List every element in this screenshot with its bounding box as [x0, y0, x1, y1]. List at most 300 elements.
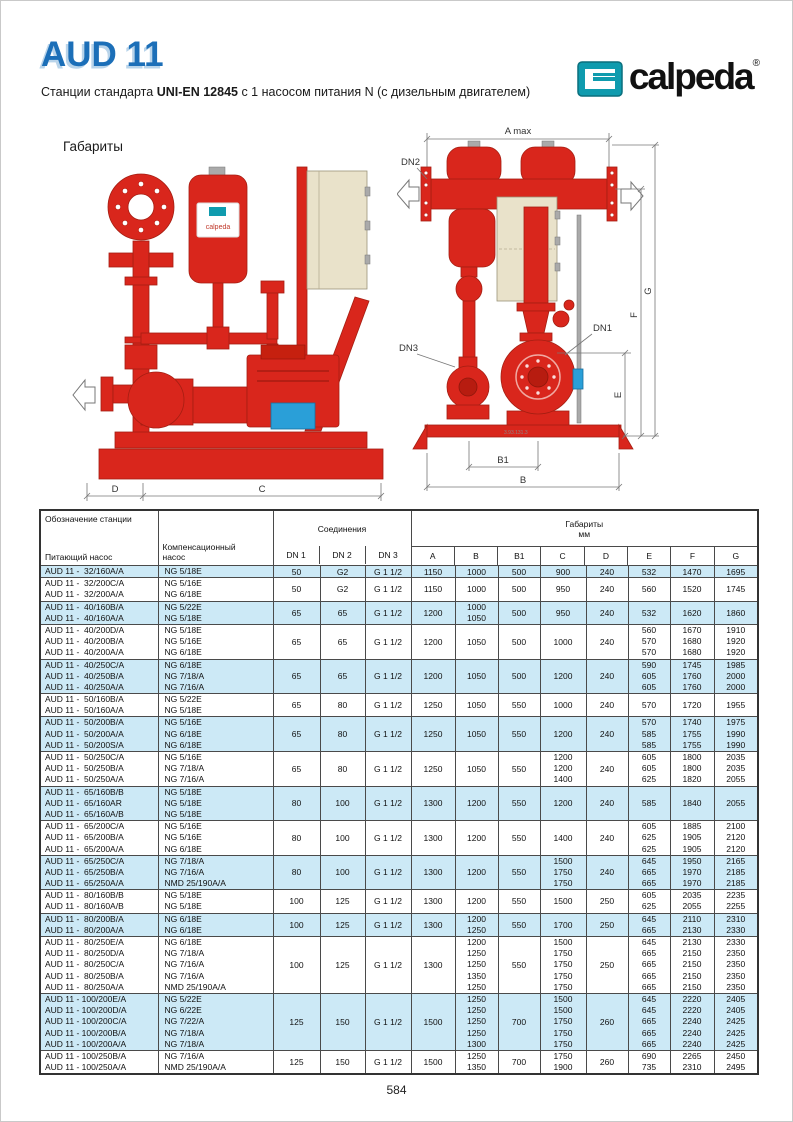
- value-cell-e: 532: [628, 601, 670, 624]
- value-cell-c: 1000: [540, 624, 586, 659]
- value-cell-dn3: G 1 1/2: [365, 624, 411, 659]
- value-cell-dn2: 100: [320, 855, 365, 890]
- value-cell-b1: 500: [498, 566, 540, 578]
- value-cell-b1: 500: [498, 659, 540, 694]
- value-cell-dn3: G 1 1/2: [365, 913, 411, 936]
- value-cell-g: 1910 1920 1920: [714, 624, 758, 659]
- value-cell-d: 240: [586, 694, 628, 717]
- value-cell-f: 2220 2220 2240 2240 2240: [670, 993, 714, 1050]
- header-station-bottom: Питающий насос: [45, 552, 113, 562]
- table-row: [40, 890, 758, 913]
- value-cell-d: 240: [586, 717, 628, 752]
- side-view-drawing: [71, 149, 396, 512]
- spec-table: [39, 509, 759, 1075]
- value-cell-g: 2405 2405 2425 2425 2425: [714, 993, 758, 1050]
- pump-cell: NG 5/18E NG 5/16E NG 6/18E: [158, 624, 273, 659]
- value-cell-f: 1620: [670, 601, 714, 624]
- station-cell: AUD 11 - 80/250E/A AUD 11 - 80/250D/A AUD 11 - 80/250C/A AUD 11 - 80/250B/A AUD 11 - 80/250A/A: [40, 937, 158, 994]
- value-cell-b1: 550: [498, 913, 540, 936]
- dimensions-section-label: Габариты: [63, 139, 123, 154]
- brand-logo: [577, 57, 760, 102]
- dim-label-d: D: [111, 484, 119, 495]
- dn1-label: DN1: [593, 323, 613, 334]
- header-dim-c: C: [540, 547, 583, 565]
- header-jockey-pump: Компенсационный насос: [158, 510, 273, 566]
- header-dim-b1: B1: [497, 547, 540, 565]
- pump-cell: NG 7/16/A NMD 25/190A/A: [158, 1050, 273, 1074]
- value-cell-g: 2235 2255: [714, 890, 758, 913]
- value-cell-b: 1200: [455, 786, 498, 821]
- drawing-ref-code: 3.93.131.3: [504, 430, 528, 436]
- value-cell-f: 1885 1905 1905: [670, 821, 714, 856]
- value-cell-dn1: 80: [273, 821, 320, 856]
- table-row: [40, 717, 758, 752]
- relief-valve: [553, 311, 569, 327]
- pump-cell: NG 6/18E NG 6/18E: [158, 913, 273, 936]
- value-cell-e: 645 665: [628, 913, 670, 936]
- value-cell-f: 1740 1755 1755: [670, 717, 714, 752]
- value-cell-dn1: 65: [273, 752, 320, 787]
- flow-arrow-right: [621, 182, 643, 210]
- station-cell: AUD 11 - 65/200C/A AUD 11 - 65/200B/A AUD 11 - 65/200A/A: [40, 821, 158, 856]
- value-cell-a: 1200: [411, 659, 455, 694]
- value-cell-e: 605 625: [628, 890, 670, 913]
- station-cell: AUD 11 - 50/160B/A AUD 11 - 50/160A/A: [40, 694, 158, 717]
- dim-label-e: E: [613, 391, 624, 399]
- riser-valve: [125, 345, 157, 369]
- right-riser: [267, 291, 278, 339]
- gauge: [564, 300, 574, 310]
- value-cell-dn2: 80: [320, 717, 365, 752]
- value-cell-f: 2265 2310: [670, 1050, 714, 1074]
- value-cell-dn1: 65: [273, 624, 320, 659]
- flow-arrow-left: [73, 380, 95, 410]
- station-cell: AUD 11 - 80/200B/A AUD 11 - 80/200A/A: [40, 913, 158, 936]
- value-cell-b: 1200 1250 1250 1350 1250: [455, 937, 498, 994]
- value-cell-f: 1670 1680 1680: [670, 624, 714, 659]
- value-cell-b: 1050: [455, 694, 498, 717]
- value-cell-dn2: 65: [320, 601, 365, 624]
- page-number: 584: [386, 1083, 407, 1097]
- table-row: [40, 937, 758, 994]
- value-cell-b1: 700: [498, 1050, 540, 1074]
- pump-cell: NG 5/22E NG 5/18E: [158, 601, 273, 624]
- value-cell-c: 1500 1750 1750: [540, 855, 586, 890]
- jockey-pump-base: [447, 405, 489, 419]
- value-cell-b: 1050: [455, 717, 498, 752]
- value-cell-e: 570 585 585: [628, 717, 670, 752]
- value-cell-f: 1720: [670, 694, 714, 717]
- value-cell-b1: 550: [498, 694, 540, 717]
- value-cell-dn1: 100: [273, 937, 320, 994]
- registered-mark: ®: [752, 58, 760, 69]
- dim-label-g: G: [643, 287, 654, 295]
- pump-cell: NG 5/18E NG 5/18E: [158, 890, 273, 913]
- battery: [271, 403, 315, 429]
- value-cell-c: 900: [540, 566, 586, 578]
- value-cell-dn2: 65: [320, 659, 365, 694]
- station-cell: AUD 11 - 100/250B/A AUD 11 - 100/250A/A: [40, 1050, 158, 1074]
- value-cell-dn3: G 1 1/2: [365, 578, 411, 601]
- base-foot-left: [413, 425, 427, 449]
- value-cell-a: 1500: [411, 1050, 455, 1074]
- brand-name: calpeda: [628, 56, 753, 97]
- header-dn1: DN 1: [286, 550, 306, 560]
- flow-arrow-left: [397, 180, 419, 208]
- station-cell: AUD 11 - 50/200B/A AUD 11 - 50/200A/A AUD 11 - 50/200S/A: [40, 717, 158, 752]
- table-row: [40, 624, 758, 659]
- value-cell-a: 1250: [411, 752, 455, 787]
- value-cell-f: 2035 2055: [670, 890, 714, 913]
- value-cell-dn1: 65: [273, 601, 320, 624]
- value-cell-d: 240: [586, 752, 628, 787]
- table-row: [40, 855, 758, 890]
- pump-cell: NG 7/18/A NG 7/16/A NMD 25/190A/A: [158, 855, 273, 890]
- value-cell-g: 2055: [714, 786, 758, 821]
- value-cell-dn2: 80: [320, 694, 365, 717]
- value-cell-e: 645 645 665 665 665: [628, 993, 670, 1050]
- dim-label-b1: B1: [497, 455, 509, 466]
- tee-fitting: [207, 327, 229, 349]
- header-station-top: Обозначение станции: [45, 514, 132, 524]
- header-dim-d: D: [584, 547, 627, 565]
- value-cell-a: 1250: [411, 717, 455, 752]
- value-cell-b1: 500: [498, 578, 540, 601]
- value-cell-e: 560: [628, 578, 670, 601]
- dn2-label: DN2: [401, 157, 421, 168]
- value-cell-dn2: 125: [320, 937, 365, 994]
- value-cell-a: 1500: [411, 993, 455, 1050]
- subtitle-standard: UNI-EN 12845: [156, 85, 238, 99]
- pump-volute: [128, 372, 184, 428]
- value-cell-g: 2310 2330: [714, 913, 758, 936]
- value-cell-a: 1300: [411, 913, 455, 936]
- value-cell-d: 240: [586, 566, 628, 578]
- value-cell-f: 1950 1970 1970: [670, 855, 714, 890]
- value-cell-dn3: G 1 1/2: [365, 566, 411, 578]
- value-cell-c: 1500 1750 1750 1750 1750: [540, 937, 586, 994]
- value-cell-d: 250: [586, 890, 628, 913]
- value-cell-g: 2100 2120 2120: [714, 821, 758, 856]
- value-cell-dn1: 100: [273, 913, 320, 936]
- value-cell-dn3: G 1 1/2: [365, 601, 411, 624]
- pump-cell: NG 6/18E NG 7/18/A NG 7/16/A: [158, 659, 273, 694]
- header-station: [40, 510, 158, 566]
- station-cell: AUD 11 - 65/160B/B AUD 11 - 65/160AR AUD 11 - 65/160A/B: [40, 786, 158, 821]
- page-title: AUD 11: [41, 35, 164, 74]
- value-cell-d: 260: [586, 993, 628, 1050]
- value-cell-b: 1250 1350: [455, 1050, 498, 1074]
- station-cell: AUD 11 - 65/250C/A AUD 11 - 65/250B/A AUD 11 - 65/250A/A: [40, 855, 158, 890]
- value-cell-e: 645 665 665: [628, 855, 670, 890]
- value-cell-b: 1050: [455, 659, 498, 694]
- value-cell-f: 1520: [670, 578, 714, 601]
- value-cell-dn3: G 1 1/2: [365, 694, 411, 717]
- value-cell-c: 1200: [540, 786, 586, 821]
- value-cell-dn3: G 1 1/2: [365, 659, 411, 694]
- value-cell-b1: 550: [498, 890, 540, 913]
- value-cell-dn1: 65: [273, 659, 320, 694]
- subtitle-suffix: с 1 насосом питания N (с дизельным двигателем): [237, 85, 531, 99]
- tank-label-text: calpeda: [205, 224, 231, 231]
- subtitle-prefix: Станции стандарта: [41, 85, 157, 99]
- base-foot-right: [619, 425, 633, 449]
- value-cell-e: 585: [628, 786, 670, 821]
- value-cell-d: 240: [586, 786, 628, 821]
- value-cell-c: 1200: [540, 659, 586, 694]
- table-row: [40, 913, 758, 936]
- header-dim-e: E: [627, 547, 670, 565]
- value-cell-dn2: 125: [320, 890, 365, 913]
- value-cell-e: 590 605 605: [628, 659, 670, 694]
- value-cell-b: 1000: [455, 566, 498, 578]
- pump-cell: NG 6/18E NG 7/18/A NG 7/16/A NG 7/16/A NMD 25/190A/A: [158, 937, 273, 994]
- value-cell-dn1: 125: [273, 1050, 320, 1074]
- value-cell-b: 1200: [455, 821, 498, 856]
- pump-cell: NG 5/16E NG 6/18E: [158, 578, 273, 601]
- value-cell-c: 1500: [540, 890, 586, 913]
- value-cell-c: 1400: [540, 821, 586, 856]
- pump-cell: NG 5/18E: [158, 566, 273, 578]
- manifold-flange-left: [421, 167, 431, 221]
- value-cell-e: 690 735: [628, 1050, 670, 1074]
- value-cell-dn3: G 1 1/2: [365, 1050, 411, 1074]
- pump-inlet-flange: [101, 377, 113, 411]
- reducer: [523, 311, 549, 333]
- value-cell-c: 950: [540, 578, 586, 601]
- pump-cell: NG 5/22E NG 5/18E: [158, 694, 273, 717]
- value-cell-dn2: 100: [320, 821, 365, 856]
- value-cell-c: 1750 1900: [540, 1050, 586, 1074]
- pump-cell: NG 5/16E NG 5/16E NG 6/18E: [158, 821, 273, 856]
- table-row: [40, 659, 758, 694]
- value-cell-a: 1250: [411, 694, 455, 717]
- value-cell-c: 1200: [540, 717, 586, 752]
- value-cell-dn1: 65: [273, 694, 320, 717]
- value-cell-d: 240: [586, 855, 628, 890]
- value-cell-dn3: G 1 1/2: [365, 752, 411, 787]
- value-cell-d: 250: [586, 937, 628, 994]
- value-cell-b1: 550: [498, 717, 540, 752]
- value-cell-dn1: 65: [273, 717, 320, 752]
- value-cell-d: 240: [586, 821, 628, 856]
- value-cell-g: 2330 2350 2350 2350 2350: [714, 937, 758, 994]
- table-row: [40, 578, 758, 601]
- value-cell-g: 1695: [714, 566, 758, 578]
- table-row: [40, 566, 758, 578]
- value-cell-e: 560 570 570: [628, 624, 670, 659]
- value-cell-dn2: G2: [320, 566, 365, 578]
- dn3-label: DN3: [399, 343, 419, 354]
- value-cell-b: 1050: [455, 624, 498, 659]
- table-row: [40, 1050, 758, 1074]
- value-cell-g: 1745: [714, 578, 758, 601]
- calpeda-logo-icon: [577, 61, 623, 102]
- value-cell-e: 605 605 625: [628, 752, 670, 787]
- value-cell-c: 1200 1200 1400: [540, 752, 586, 787]
- value-cell-b1: 550: [498, 752, 540, 787]
- value-cell-b: 1000 1050: [455, 601, 498, 624]
- manifold-flange-right: [607, 167, 617, 221]
- value-cell-dn1: 50: [273, 578, 320, 601]
- value-cell-b: 1250 1250 1250 1250 1300: [455, 993, 498, 1050]
- page-subtitle: [41, 85, 530, 99]
- coupling: [193, 387, 247, 423]
- value-cell-dn2: 65: [320, 624, 365, 659]
- drop-pipe-left: [463, 301, 475, 359]
- value-cell-f: 1800 1800 1820: [670, 752, 714, 787]
- value-cell-dn1: 80: [273, 786, 320, 821]
- value-cell-b1: 550: [498, 821, 540, 856]
- engine-top: [261, 345, 305, 359]
- header-dimensions: Габариты мм A B B1 C D E F G: [411, 510, 758, 566]
- table-row: [40, 752, 758, 787]
- value-cell-b1: 550: [498, 855, 540, 890]
- value-cell-dn2: 125: [320, 913, 365, 936]
- value-cell-e: 645 665 665 665 665: [628, 937, 670, 994]
- value-cell-b1: 700: [498, 993, 540, 1050]
- station-cell: AUD 11 - 80/160B/B AUD 11 - 80/160A/B: [40, 890, 158, 913]
- control-panel: [307, 171, 367, 289]
- value-cell-d: 260: [586, 1050, 628, 1074]
- dim-label-amax: A max: [504, 126, 532, 137]
- value-cell-b: 1200: [455, 855, 498, 890]
- station-cell: AUD 11 - 100/200E/A AUD 11 - 100/200D/A AUD 11 - 100/200C/A AUD 11 - 100/200B/A AUD 11 - 100/200A/A: [40, 993, 158, 1050]
- station-cell: AUD 11 - 32/200C/A AUD 11 - 32/200A/A: [40, 578, 158, 601]
- value-cell-a: 1150: [411, 578, 455, 601]
- dim-label-b: B: [519, 475, 527, 486]
- station-cell: AUD 11 - 40/160B/A AUD 11 - 40/160A/A: [40, 601, 158, 624]
- station-cell: AUD 11 - 32/160A/A: [40, 566, 158, 578]
- value-cell-c: 1700: [540, 913, 586, 936]
- value-cell-dn1: 125: [273, 993, 320, 1050]
- header-dn3: DN 3: [365, 546, 411, 564]
- header-connections: Соединения DN 1 DN 2 DN 3: [273, 510, 411, 566]
- value-cell-f: 2110 2130: [670, 913, 714, 936]
- value-cell-e: 570: [628, 694, 670, 717]
- value-cell-dn3: G 1 1/2: [365, 993, 411, 1050]
- value-cell-c: 1000: [540, 694, 586, 717]
- side-stub-left: [109, 253, 133, 267]
- value-cell-c: 950: [540, 601, 586, 624]
- dim-label-f: F: [629, 312, 640, 318]
- table-row: [40, 694, 758, 717]
- value-cell-dn1: 100: [273, 890, 320, 913]
- value-cell-g: 1860: [714, 601, 758, 624]
- table-header-row: [40, 510, 758, 566]
- pump-cell: NG 5/22E NG 6/22E NG 7/22/A NG 7/18/A NG 7/18/A: [158, 993, 273, 1050]
- value-cell-dn3: G 1 1/2: [365, 717, 411, 752]
- value-cell-dn3: G 1 1/2: [365, 855, 411, 890]
- value-cell-b1: 550: [498, 937, 540, 994]
- value-cell-f: 1840: [670, 786, 714, 821]
- value-cell-f: 2130 2150 2150 2150 2150: [670, 937, 714, 994]
- value-cell-b: 1050: [455, 752, 498, 787]
- value-cell-a: 1300: [411, 786, 455, 821]
- value-cell-dn1: 80: [273, 855, 320, 890]
- header-dim-b: B: [454, 547, 497, 565]
- table-row: [40, 786, 758, 821]
- value-cell-dn2: 150: [320, 1050, 365, 1074]
- table-row: [40, 993, 758, 1050]
- value-cell-e: 532: [628, 566, 670, 578]
- value-cell-dn2: 80: [320, 752, 365, 787]
- value-cell-f: 1470: [670, 566, 714, 578]
- value-cell-dn2: G2: [320, 578, 365, 601]
- value-cell-a: 1300: [411, 821, 455, 856]
- value-cell-b: 1000: [455, 578, 498, 601]
- front-view-drawing: [397, 119, 667, 516]
- value-cell-g: 1985 2000 2000: [714, 659, 758, 694]
- header-dim-g: G: [714, 547, 757, 565]
- value-cell-a: 1300: [411, 855, 455, 890]
- pump-cell: NG 5/16E NG 6/18E NG 6/18E: [158, 717, 273, 752]
- station-cell: AUD 11 - 50/250C/A AUD 11 - 50/250B/A AUD 11 - 50/250A/A: [40, 752, 158, 787]
- value-cell-g: 1955: [714, 694, 758, 717]
- header-dim-f: F: [670, 547, 713, 565]
- value-cell-d: 240: [586, 578, 628, 601]
- dim-label-c: C: [258, 484, 266, 495]
- value-cell-g: 2035 2035 2055: [714, 752, 758, 787]
- value-cell-d: 240: [586, 659, 628, 694]
- station-cell: AUD 11 - 40/250C/A AUD 11 - 40/250B/A AUD 11 - 40/250A/A: [40, 659, 158, 694]
- valve-left: [456, 276, 482, 302]
- table-row: [40, 821, 758, 856]
- level-rod: [577, 215, 581, 423]
- value-cell-dn3: G 1 1/2: [365, 937, 411, 994]
- value-cell-c: 1500 1500 1750 1750 1750: [540, 993, 586, 1050]
- value-cell-g: 2165 2185 2185: [714, 855, 758, 890]
- center-column: [524, 207, 548, 303]
- value-cell-f: 1745 1760 1760: [670, 659, 714, 694]
- value-cell-b: 1200: [455, 890, 498, 913]
- pump-cell: NG 5/18E NG 5/18E NG 5/18E: [158, 786, 273, 821]
- float-switch: [573, 369, 583, 389]
- value-cell-a: 1200: [411, 601, 455, 624]
- value-cell-g: 1975 1990 1990: [714, 717, 758, 752]
- value-cell-d: 250: [586, 913, 628, 936]
- value-cell-dn3: G 1 1/2: [365, 786, 411, 821]
- value-cell-a: 1300: [411, 937, 455, 994]
- vessel-left: [449, 209, 495, 267]
- base-plate: [99, 449, 383, 479]
- side-stub-right: [149, 253, 173, 267]
- value-cell-dn1: 50: [273, 566, 320, 578]
- tank-logo-icon: [209, 207, 226, 216]
- value-cell-g: 2450 2495: [714, 1050, 758, 1074]
- value-cell-dn2: 100: [320, 786, 365, 821]
- station-cell: AUD 11 - 40/200D/A AUD 11 - 40/200B/A AUD 11 - 40/200A/A: [40, 624, 158, 659]
- pump-cell: NG 5/16E NG 7/18/A NG 7/16/A: [158, 752, 273, 787]
- value-cell-b1: 550: [498, 786, 540, 821]
- value-cell-dn3: G 1 1/2: [365, 890, 411, 913]
- value-cell-b1: 500: [498, 624, 540, 659]
- value-cell-dn3: G 1 1/2: [365, 821, 411, 856]
- table-row: [40, 601, 758, 624]
- value-cell-dn2: 150: [320, 993, 365, 1050]
- header-dn2: DN 2: [319, 546, 365, 564]
- spec-table-body: [40, 566, 758, 1075]
- value-cell-a: 1150: [411, 566, 455, 578]
- right-riser-flange: [261, 281, 284, 293]
- value-cell-d: 240: [586, 624, 628, 659]
- value-cell-e: 605 625 625: [628, 821, 670, 856]
- value-cell-a: 1200: [411, 624, 455, 659]
- value-cell-b: 1200 1250: [455, 913, 498, 936]
- skid-rail: [115, 432, 367, 448]
- header-dim-a: A: [429, 551, 436, 561]
- value-cell-b1: 500: [498, 601, 540, 624]
